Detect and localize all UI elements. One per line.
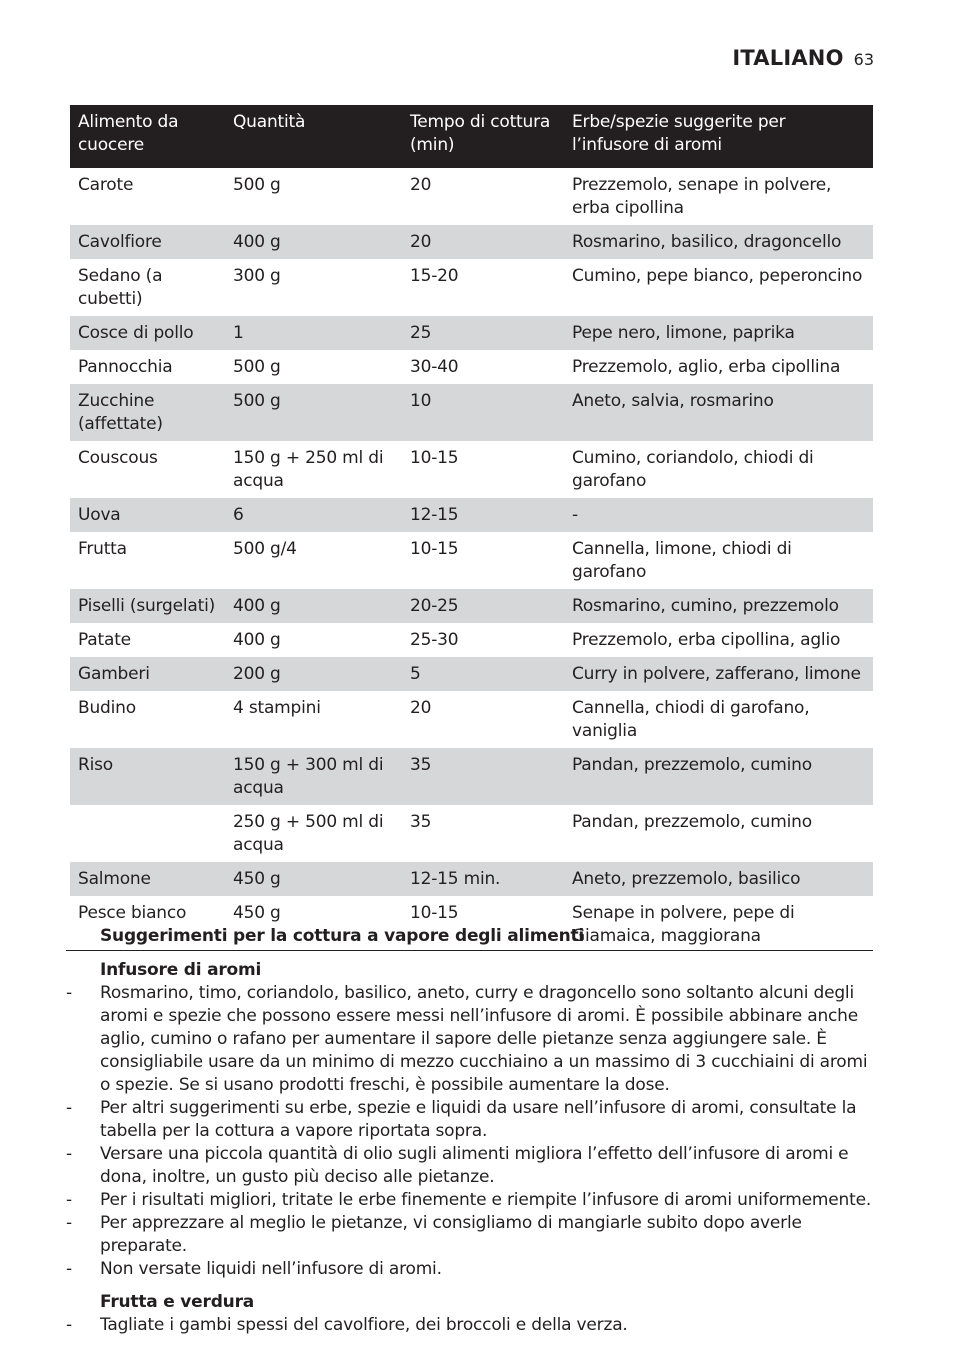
cell-cooking-time: 20 bbox=[410, 175, 432, 195]
cell-quantity: 150 g + 250 ml di acqua bbox=[233, 448, 384, 491]
cell-quantity: 200 g bbox=[233, 664, 281, 684]
cell-food: Piselli (surgelati) bbox=[78, 596, 216, 616]
bullet-dash: - bbox=[66, 1190, 72, 1210]
cell-cooking-time: 10-15 bbox=[410, 448, 459, 468]
list-item bbox=[66, 982, 873, 1097]
cell-quantity: 500 g/4 bbox=[233, 539, 297, 559]
table-row bbox=[70, 498, 873, 532]
cell-cooking-time: 12-15 min. bbox=[410, 869, 501, 889]
list-item bbox=[66, 1314, 873, 1337]
list-item bbox=[66, 1143, 873, 1189]
cell-cooking-time: 35 bbox=[410, 812, 432, 832]
cell-herbs: Curry in polvere, zafferano, limone bbox=[572, 664, 861, 684]
cell-cooking-time: 5 bbox=[410, 664, 421, 684]
cell-food bbox=[70, 805, 225, 862]
cell-cooking-time: 20 bbox=[410, 698, 432, 718]
list-item bbox=[66, 1189, 873, 1212]
cell-quantity: 400 g bbox=[233, 232, 281, 252]
bullet-dash: - bbox=[66, 1259, 72, 1279]
cell-quantity: 450 g bbox=[233, 903, 281, 923]
steaming-table bbox=[70, 105, 873, 953]
cell-cooking-time: 25 bbox=[410, 323, 432, 343]
cell-food: Carote bbox=[78, 175, 134, 195]
section-divider bbox=[66, 950, 873, 951]
cell-quantity: 500 g bbox=[233, 357, 281, 377]
table-row bbox=[70, 748, 873, 805]
bullet-dash: - bbox=[66, 1098, 72, 1118]
list-item bbox=[66, 1097, 873, 1143]
table-header-row bbox=[70, 105, 873, 168]
table-row bbox=[70, 384, 873, 441]
bullet-dash: - bbox=[66, 983, 72, 1003]
cell-herbs: Pandan, prezzemolo, cumino bbox=[572, 812, 812, 832]
cell-quantity: 150 g + 300 ml di acqua bbox=[233, 755, 384, 798]
cell-cooking-time: 10-15 bbox=[410, 903, 459, 923]
table-row bbox=[70, 350, 873, 384]
cell-food: Riso bbox=[78, 755, 113, 775]
header-cooking-time: Tempo di cottura (min) bbox=[410, 112, 551, 155]
cell-food: Budino bbox=[78, 698, 136, 718]
cell-herbs: Rosmarino, basilico, dragoncello bbox=[572, 232, 842, 252]
cell-quantity: 500 g bbox=[233, 175, 281, 195]
list-item bbox=[66, 1258, 873, 1281]
infuser-tips-list bbox=[66, 982, 873, 1281]
table-row bbox=[70, 532, 873, 589]
cell-herbs: Pepe nero, limone, paprika bbox=[572, 323, 795, 343]
list-item-text: Per i risultati migliori, tritate le erbe finemente e riempite l’infusore di aromi uniformemente. bbox=[100, 1190, 872, 1210]
cell-herbs: Cumino, coriandolo, chiodi di garofano bbox=[572, 448, 814, 491]
table-row bbox=[70, 691, 873, 748]
bullet-dash: - bbox=[66, 1315, 72, 1335]
cell-cooking-time: 30-40 bbox=[410, 357, 459, 377]
page-number: 63 bbox=[853, 50, 874, 69]
cell-food: Patate bbox=[78, 630, 131, 650]
cell-quantity: 4 stampini bbox=[233, 698, 321, 718]
cell-cooking-time: 10-15 bbox=[410, 539, 459, 559]
cell-herbs: - bbox=[572, 505, 578, 525]
cell-quantity: 400 g bbox=[233, 596, 281, 616]
cell-herbs: Prezzemolo, erba cipollina, aglio bbox=[572, 630, 841, 650]
cell-cooking-time: 10 bbox=[410, 391, 432, 411]
cell-herbs: Rosmarino, cumino, prezzemolo bbox=[572, 596, 839, 616]
cell-cooking-time: 25-30 bbox=[410, 630, 459, 650]
cell-food: Cosce di pollo bbox=[78, 323, 194, 343]
list-item-text: Rosmarino, timo, coriandolo, basilico, aneto, curry e dragoncello sono soltanto alcuni degli aromi e spezie che possono essere messi nell’infusore di aromi. È possibile abbinare anche aglio, cumino o rafano per aumentare il sapore delle pietanze senza aggiungere sale. È consigliabile usare da un minimo di mezzo cucchiaino a un massimo di 3 cucchiaini di aromi o spezie. Se si usano prodotti freschi, è possibile aumentare la dose. bbox=[100, 983, 868, 1095]
table-row bbox=[70, 657, 873, 691]
fruit-tips-list bbox=[66, 1314, 873, 1337]
table-row bbox=[70, 259, 873, 316]
cell-quantity: 250 g + 500 ml di acqua bbox=[233, 812, 384, 855]
cell-food: Cavolfiore bbox=[78, 232, 162, 252]
table-row bbox=[70, 168, 873, 225]
cell-food: Pannocchia bbox=[78, 357, 173, 377]
table-row bbox=[70, 225, 873, 259]
cell-herbs: Aneto, salvia, rosmarino bbox=[572, 391, 774, 411]
cell-quantity: 6 bbox=[233, 505, 244, 525]
bullet-dash: - bbox=[66, 1213, 72, 1233]
cell-cooking-time: 15-20 bbox=[410, 266, 459, 286]
list-item bbox=[66, 1212, 873, 1258]
cell-quantity: 500 g bbox=[233, 391, 281, 411]
cell-food: Salmone bbox=[78, 869, 151, 889]
cell-food: Couscous bbox=[78, 448, 158, 468]
cell-food: Gamberi bbox=[78, 664, 150, 684]
cell-food: Sedano (a cubetti) bbox=[78, 266, 163, 309]
cell-cooking-time: 12-15 bbox=[410, 505, 459, 525]
fruit-heading: Frutta e verdura bbox=[100, 1292, 255, 1312]
header-quantity: Quantità bbox=[233, 112, 306, 132]
table-row bbox=[70, 441, 873, 498]
cell-food: Pesce bianco bbox=[78, 903, 187, 923]
cell-herbs: Prezzemolo, senape in polvere, erba cipollina bbox=[572, 175, 832, 218]
list-item-text: Versare una piccola quantità di olio sugli alimenti migliora l’effetto dell’infusore di aromi e dona, inoltre, un gusto più deciso alle pietanze. bbox=[100, 1144, 849, 1187]
cell-cooking-time: 20 bbox=[410, 232, 432, 252]
cell-herbs: Senape in polvere, pepe di Giamaica, maggiorana bbox=[572, 903, 795, 946]
cell-food: Zucchine (affettate) bbox=[78, 391, 163, 434]
table-row bbox=[70, 316, 873, 350]
table-row bbox=[70, 589, 873, 623]
cell-herbs: Aneto, prezzemolo, basilico bbox=[572, 869, 801, 889]
list-item-text: Tagliate i gambi spessi del cavolfiore, dei broccoli e della verza. bbox=[100, 1315, 628, 1335]
cell-cooking-time: 35 bbox=[410, 755, 432, 775]
cell-quantity: 400 g bbox=[233, 630, 281, 650]
infuser-heading: Infusore di aromi bbox=[100, 960, 262, 980]
bullet-dash: - bbox=[66, 1144, 72, 1164]
cell-herbs: Cannella, chiodi di garofano, vaniglia bbox=[572, 698, 810, 741]
steaming-tips-section bbox=[66, 925, 873, 1337]
cell-quantity: 1 bbox=[233, 323, 244, 343]
page-header bbox=[732, 46, 874, 70]
header-herbs: Erbe/spezie suggerite per l’infusore di aromi bbox=[572, 112, 786, 155]
list-item-text: Per altri suggerimenti su erbe, spezie e liquidi da usare nell’infusore di aromi, consultate la tabella per la cottura a vapore riportata sopra. bbox=[100, 1098, 857, 1141]
cell-quantity: 300 g bbox=[233, 266, 281, 286]
language-label: ITALIANO bbox=[732, 46, 844, 70]
list-item-text: Per apprezzare al meglio le pietanze, vi consigliamo di mangiarle subito dopo averle preparate. bbox=[100, 1213, 802, 1256]
tips-title: Suggerimenti per la cottura a vapore degli alimenti bbox=[100, 926, 585, 946]
cell-food: Frutta bbox=[78, 539, 127, 559]
table-row bbox=[70, 862, 873, 896]
cell-herbs: Pandan, prezzemolo, cumino bbox=[572, 755, 812, 775]
header-food: Alimento da cuocere bbox=[78, 112, 179, 155]
cell-herbs: Prezzemolo, aglio, erba cipollina bbox=[572, 357, 841, 377]
cell-quantity: 450 g bbox=[233, 869, 281, 889]
cell-cooking-time: 20-25 bbox=[410, 596, 459, 616]
list-item-text: Non versate liquidi nell’infusore di aromi. bbox=[100, 1259, 442, 1279]
table-row bbox=[70, 623, 873, 657]
table-row bbox=[70, 805, 873, 862]
cell-herbs: Cumino, pepe bianco, peperoncino bbox=[572, 266, 863, 286]
cell-food: Uova bbox=[78, 505, 121, 525]
cell-herbs: Cannella, limone, chiodi di garofano bbox=[572, 539, 792, 582]
